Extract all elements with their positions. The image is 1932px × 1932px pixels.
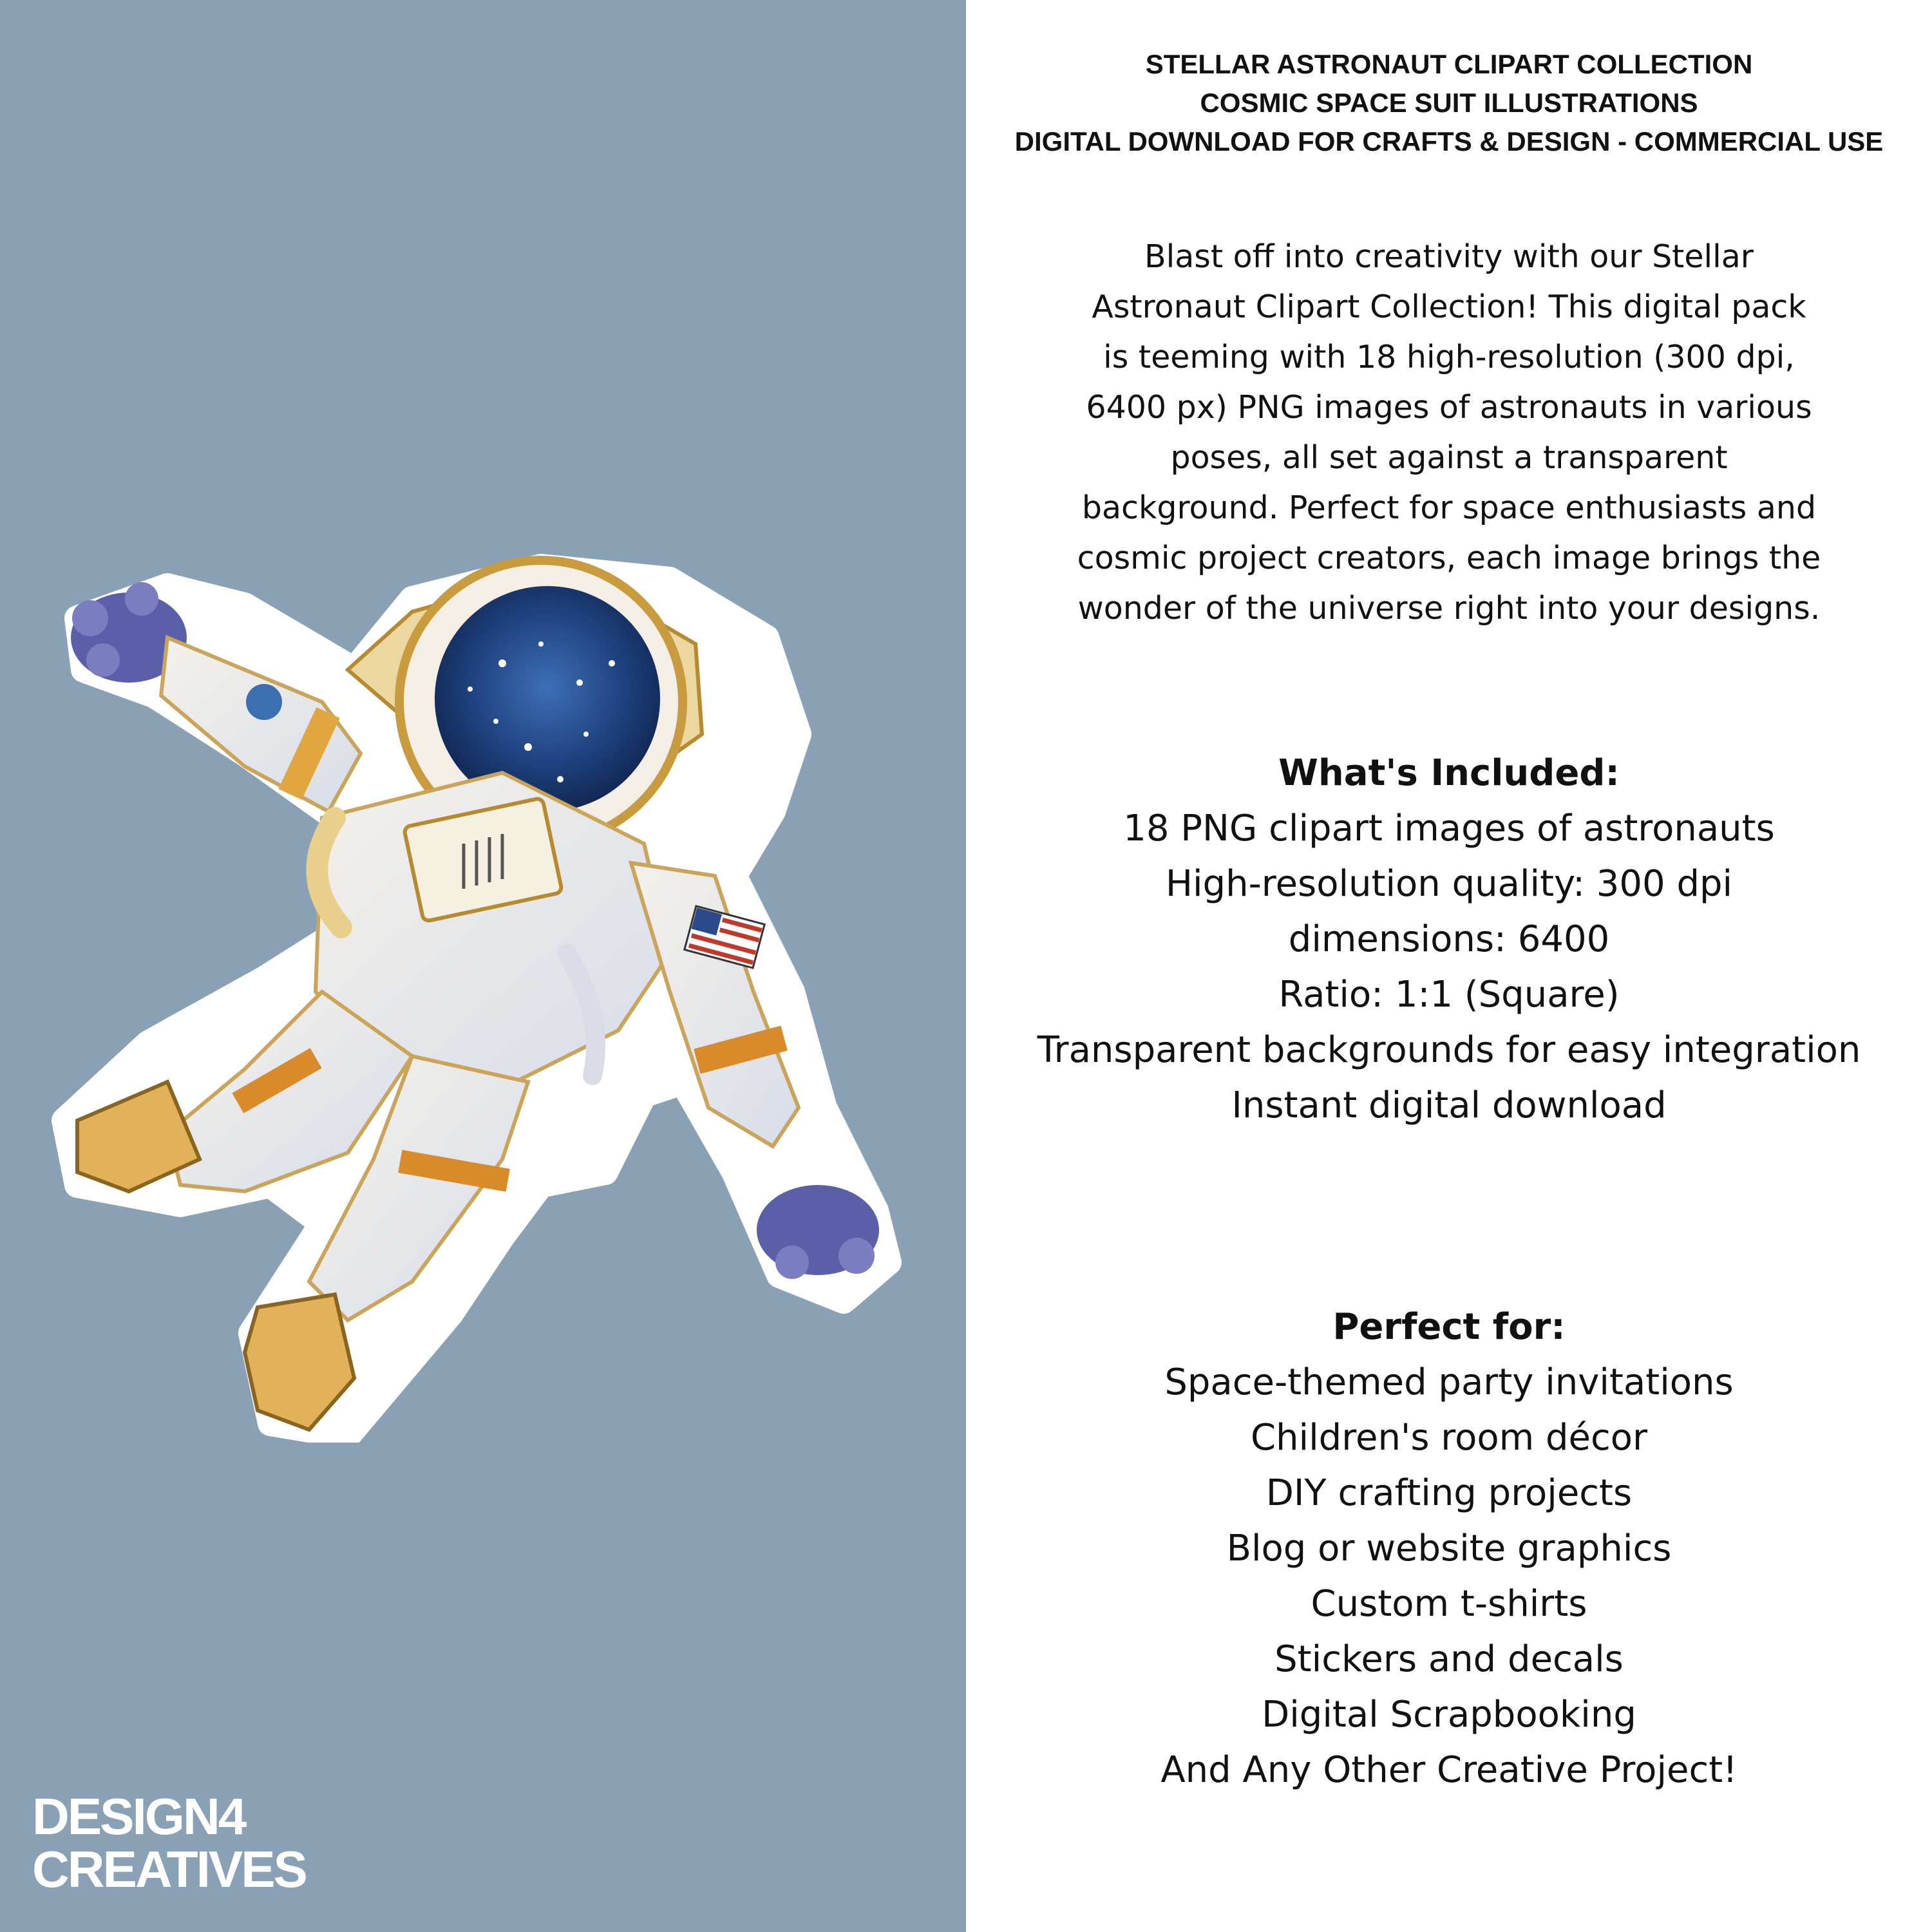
product-title [966,45,1932,161]
list-item: 18 PNG clipart images of astronauts [1123,808,1775,849]
intro-line: poses, all set against a transparent [1170,439,1728,476]
list-item: Custom t-shirts [1311,1583,1587,1625]
intro-line: is teeming with 18 high-resolution (300 dpi, [1103,339,1795,375]
intro-line: background. Perfect for space enthusiasts and [1081,489,1817,526]
intro-line: wonder of the universe right into your designs. [1077,590,1821,627]
list-item: DIY crafting projects [1265,1472,1633,1514]
intro-line: Astronaut Clipart Collection! This digital pack [1092,289,1806,325]
list-item: Ratio: 1:1 (Square) [1278,974,1620,1016]
list-item: Blog or website graphics [1226,1528,1672,1569]
right-panel [966,0,1932,1932]
brand-line-2: CREATIVES [32,1841,306,1898]
title-line-3: DIGITAL DOWNLOAD FOR CRAFTS & DESIGN - COMMERCIAL USE [1014,126,1884,156]
intro-line: 6400 px) PNG images of astronauts in various [1086,389,1812,426]
list-item: High-resolution quality: 300 dpi [1165,863,1733,905]
list-item: Stickers and decals [1274,1638,1624,1680]
title-line-1: STELLAR ASTRONAUT CLIPART COLLECTION [1145,49,1753,79]
list-item: Instant digital download [1231,1084,1667,1126]
whats-included-section [966,746,1932,1133]
title-line-2: COSMIC SPACE SUIT ILLUSTRATIONS [1200,88,1698,118]
brand-logo [32,1790,306,1896]
list-item: Space-themed party invitations [1164,1361,1734,1403]
brand-line-1: DESIGN4 [32,1788,245,1845]
perfect-for-section [966,1300,1932,1798]
intro-line: cosmic project creators, each image brings the [1077,540,1821,576]
whats-included-heading: What's Included: [1278,752,1620,794]
perfect-for-heading: Perfect for: [1332,1306,1566,1348]
list-item: Digital Scrapbooking [1262,1694,1636,1736]
list-item: And Any Other Creative Project! [1160,1749,1738,1791]
list-item: Transparent backgrounds for easy integration [1037,1029,1861,1071]
intro-paragraph [1030,232,1868,634]
list-item: Children's room décor [1250,1417,1648,1459]
list-item: dimensions: 6400 [1288,918,1610,960]
intro-line: Blast off into creativity with our Stellar [1144,238,1754,275]
astronaut-illustration [52,541,927,1443]
